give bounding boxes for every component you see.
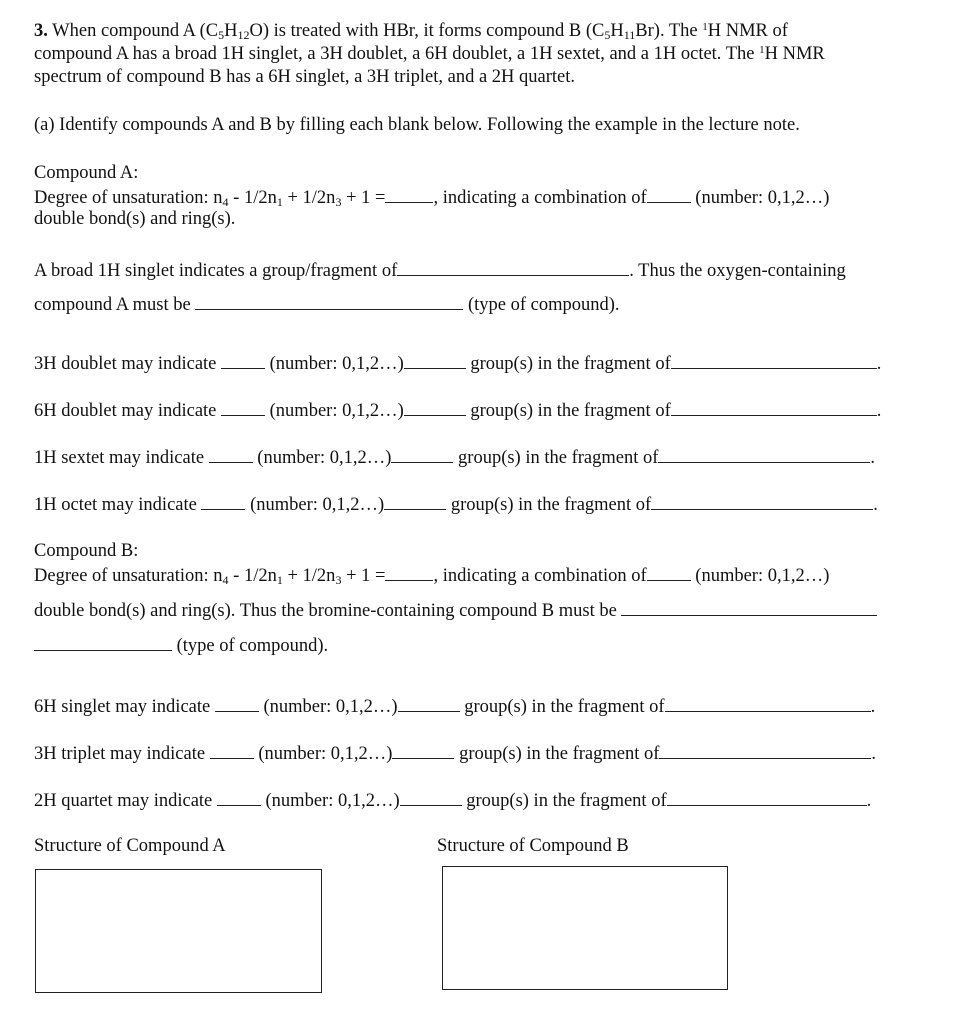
compound-a-dou-blank[interactable] xyxy=(385,185,433,203)
signal-b3-fragment-blank[interactable] xyxy=(667,788,867,806)
signal-a1-fragment-blank[interactable] xyxy=(671,351,877,369)
signal-a4-number-blank[interactable] xyxy=(201,492,245,510)
question-number: 3. xyxy=(34,21,48,41)
structure-b-drawing-box[interactable] xyxy=(442,866,728,990)
compound-b-dou-line: Degree of unsaturation: $n_4 - 1/2n_1 + 1/2n_3 + 1$ = , indicating a combination of (number: 0,1,2…) xyxy=(34,563,829,587)
compound-a-combination-blank[interactable] xyxy=(647,185,691,203)
signal-b-row: 3H triplet may indicate (number: 0,1,2…) group(s) in the fragment of . xyxy=(34,741,876,765)
signal-b-row: 6H singlet may indicate (number: 0,1,2…) group(s) in the fragment of . xyxy=(34,694,875,718)
compound-b-heading: Compound B: xyxy=(34,541,139,561)
compound-a-type-line: compound A must be (type of compound). xyxy=(34,292,620,316)
signal-b1-number-blank[interactable] xyxy=(215,694,259,712)
compound-b-dou-blank[interactable] xyxy=(385,563,433,581)
signal-a2-fragment-blank[interactable] xyxy=(671,398,877,416)
compound-a-dou-line: Degree of unsaturation: $n_4 - 1/2n_1 + 1/2n_3 + 1$ = , indicating a combination of (number: 0,1,2…) xyxy=(34,185,829,209)
signal-a3-fragment-blank[interactable] xyxy=(658,445,870,463)
compound-a-type-blank[interactable] xyxy=(195,292,463,310)
structure-a-drawing-box[interactable] xyxy=(35,869,322,993)
signal-a-row: 6H doublet may indicate (number: 0,1,2…) group(s) in the fragment of . xyxy=(34,398,881,422)
part-a-instruction: (a) Identify compounds A and B by filling each blank below. Following the example in the lecture note. xyxy=(34,115,800,135)
signal-b2-number-blank[interactable] xyxy=(210,741,254,759)
structure-b-label: Structure of Compound B xyxy=(437,836,629,856)
signal-a2-number-blank[interactable] xyxy=(221,398,265,416)
compound-b-type-blank-part-2[interactable] xyxy=(34,633,172,651)
signal-b3-group-blank[interactable] xyxy=(400,788,462,806)
signal-a4-fragment-blank[interactable] xyxy=(651,492,873,510)
question-intro-line-1: 3. When compound A $(C_5H_{12}O)$ is treated with HBr, it forms compound B $(C_5H_{11}Br)$. The $^1$H NMR of xyxy=(34,21,788,42)
broad-singlet-fragment-blank[interactable] xyxy=(397,258,629,276)
signal-b1-fragment-blank[interactable] xyxy=(665,694,871,712)
compound-b-combination-blank[interactable] xyxy=(647,563,691,581)
signal-a2-group-blank[interactable] xyxy=(404,398,466,416)
compound-a-dou-line-2: double bond(s) and ring(s). xyxy=(34,209,236,229)
signal-a3-number-blank[interactable] xyxy=(209,445,253,463)
signal-a-row: 3H doublet may indicate (number: 0,1,2…) group(s) in the fragment of . xyxy=(34,351,881,375)
signal-a1-group-blank[interactable] xyxy=(404,351,466,369)
broad-singlet-line: A broad 1H singlet indicates a group/fragment of . Thus the oxygen-containing xyxy=(34,258,846,282)
compound-b-type-blank-part-1[interactable] xyxy=(621,598,877,616)
signal-a3-group-blank[interactable] xyxy=(391,445,453,463)
compound-b-type-line: double bond(s) and ring(s). Thus the bromine-containing compound B must be xyxy=(34,598,877,622)
signal-b2-fragment-blank[interactable] xyxy=(659,741,871,759)
structure-a-label: Structure of Compound A xyxy=(34,836,226,856)
signal-b2-group-blank[interactable] xyxy=(392,741,454,759)
signal-a4-group-blank[interactable] xyxy=(384,492,446,510)
signal-b1-group-blank[interactable] xyxy=(398,694,460,712)
compound-b-type-line-2: (type of compound). xyxy=(34,633,328,657)
question-intro-line-2: compound A has a broad 1H singlet, a 3H doublet, a 6H doublet, a 1H sextet, and a 1H octet. The $^1$H NMR xyxy=(34,44,825,64)
signal-b-row: 2H quartet may indicate (number: 0,1,2…) group(s) in the fragment of . xyxy=(34,788,871,812)
question-intro-line-3: spectrum of compound B has a 6H singlet, a 3H triplet, and a 2H quartet. xyxy=(34,67,575,87)
signal-a-row: 1H octet may indicate (number: 0,1,2…) group(s) in the fragment of . xyxy=(34,492,878,516)
signal-b3-number-blank[interactable] xyxy=(217,788,261,806)
signal-a-row: 1H sextet may indicate (number: 0,1,2…) group(s) in the fragment of . xyxy=(34,445,875,469)
compound-a-heading: Compound A: xyxy=(34,163,139,183)
signal-a1-number-blank[interactable] xyxy=(221,351,265,369)
